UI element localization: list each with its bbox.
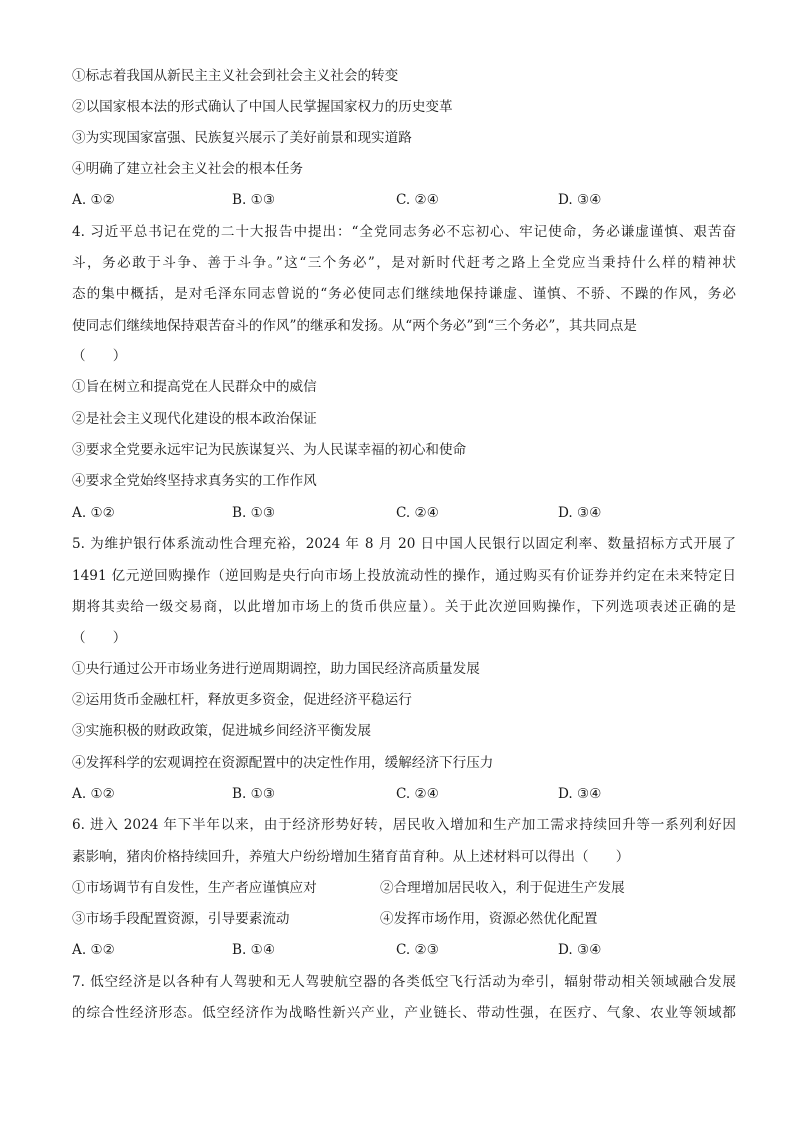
q4-statement-3: ③要求全党要永远牢记为民族谋复兴、为人民谋幸福的初心和使命 xyxy=(72,442,467,458)
q4-stem-line-4: 使同志们继续地保持艰苦奋斗的作风”的继承和发扬。从“两个务必”到“三个务必”，其共同点是 xyxy=(72,318,637,334)
q5-option-a: A. ①② xyxy=(72,786,115,802)
q5-statement-4: ④发挥科学的宏观调控在资源配置中的决定性作用，缓解经济下行压力 xyxy=(72,755,494,771)
q3-statement-2: ②以国家根本法的形式确认了中国人民掌握国家权力的历史变革 xyxy=(72,99,453,115)
q4-statement-1: ①旨在树立和提高党在人民群众中的威信 xyxy=(72,379,317,395)
q6-statement-2: ②合理增加居民收入，利于促进生产发展 xyxy=(380,880,625,896)
q5-options xyxy=(72,784,736,804)
q4-answer-blank: （ ） xyxy=(72,348,127,364)
q3-statement-3: ③为实现国家富强、民族复兴展示了美好前景和现实道路 xyxy=(72,130,412,146)
q6-options xyxy=(72,940,736,960)
q3-statement-1: ①标志着我国从新民主主义社会到社会主义社会的转变 xyxy=(72,68,399,84)
q4-option-a: A. ①② xyxy=(72,505,115,521)
q6-statement-4: ④发挥市场作用，资源必然优化配置 xyxy=(380,911,598,927)
q4-stem-line-3: 态的集中概括，是对毛泽东同志曾说的“务必使同志们继续地保持谦虚、谨慎、不骄、不躁的作风，务必 xyxy=(72,286,736,302)
q5-option-b: B. ①③ xyxy=(232,786,276,802)
q6-statements-row-1 xyxy=(72,878,736,898)
q5-statement-1: ①央行通过公开市场业务进行逆周期调控，助力国民经济高质量发展 xyxy=(72,661,480,677)
q5-statement-3: ③实施积极的财政政策，促进城乡间经济平衡发展 xyxy=(72,723,372,739)
q5-answer-blank: （ ） xyxy=(72,630,127,646)
q4-option-c: C. ②④ xyxy=(396,505,439,521)
q6-statement-3: ③市场手段配置资源，引导要素流动 xyxy=(72,911,290,927)
q5-stem-line-3: 期将其卖给一级交易商，以此增加市场上的货币供应量）。关于此次逆回购操作，下列选项表述正确的是 xyxy=(72,599,736,615)
q3-statement-4: ④明确了建立社会主义社会的根本任务 xyxy=(72,161,304,177)
q4-statement-2: ②是社会主义现代化建设的根本政治保证 xyxy=(72,411,317,427)
q3-option-a: A. ①② xyxy=(72,192,115,208)
q4-statement-4: ④要求全党始终坚持求真务实的工作作风 xyxy=(72,473,317,489)
q6-option-c: C. ②③ xyxy=(396,942,439,958)
q5-statement-2: ②运用货币金融杠杆，释放更多资金，促进经济平稳运行 xyxy=(72,692,412,708)
q6-stem-line-1: 6. 进入 2024 年下半年以来，由于经济形势好转，居民收入增加和生产加工需求持续回升等一系列利好因 xyxy=(72,817,736,833)
q6-statements-row-2 xyxy=(72,909,736,929)
q5-stem-line-1: 5. 为维护银行体系流动性合理充裕，2024 年 8 月 20 日中国人民银行以固定利率、数量招标方式开展了 xyxy=(72,536,736,552)
q3-option-d: D. ③④ xyxy=(558,192,602,208)
q5-option-d: D. ③④ xyxy=(558,786,602,802)
q7-stem-line-2: 的综合性经济形态。低空经济作为战略性新兴产业，产业链长、带动性强，在医疗、气象、农业等领域都 xyxy=(72,1005,736,1021)
q6-option-b: B. ①④ xyxy=(232,942,276,958)
q4-stem-line-1: 4. 习近平总书记在党的二十大报告中提出：“全党同志务必不忘初心、牢记使命，务必谦虚谨慎、艰苦奋 xyxy=(72,224,736,240)
q6-option-d: D. ③④ xyxy=(558,942,602,958)
q3-option-b: B. ①③ xyxy=(232,192,276,208)
q4-option-b: B. ①③ xyxy=(232,505,276,521)
q7-stem-line-1: 7. 低空经济是以各种有人驾驶和无人驾驶航空器的各类低空飞行活动为牵引，辐射带动相关领域融合发展 xyxy=(72,974,736,990)
q6-option-a: A. ①② xyxy=(72,942,115,958)
q3-options xyxy=(72,190,736,210)
q6-statement-1: ①市场调节有自发性，生产者应谨慎应对 xyxy=(72,880,317,896)
q6-stem-line-2: 素影响，猪肉价格持续回升，养殖大户纷纷增加生猪育苗育种。从上述材料可以得出（ ） xyxy=(72,849,630,865)
q3-option-c: C. ②④ xyxy=(396,192,439,208)
q5-option-c: C. ②④ xyxy=(396,786,439,802)
q4-option-d: D. ③④ xyxy=(558,505,602,521)
q5-stem-line-2: 1491 亿元逆回购操作（逆回购是央行向市场上投放流动性的操作，通过购买有价证券并约定在未来特定日 xyxy=(72,568,736,584)
q4-stem-line-2: 斗，务必敢于斗争、善于斗争。”这“三个务必”，是对新时代赶考之路上全党应当秉持什么样的精神状 xyxy=(72,255,736,271)
q4-options xyxy=(72,503,736,523)
